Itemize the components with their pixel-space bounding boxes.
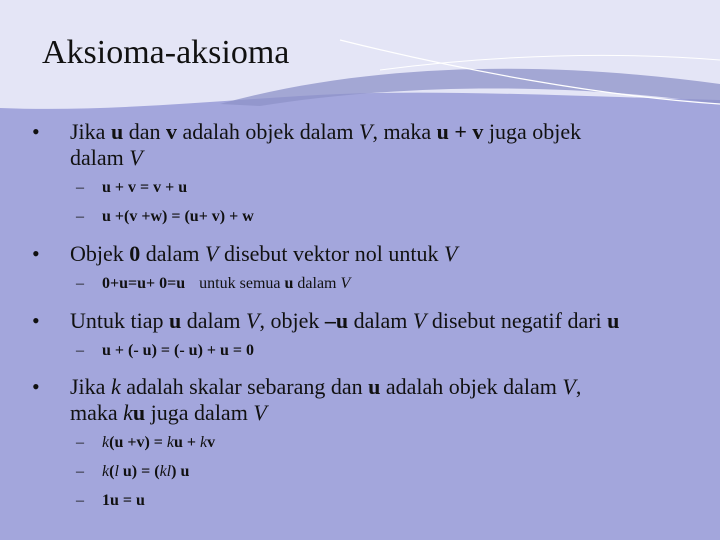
page-title: Aksioma-aksioma bbox=[42, 34, 290, 71]
bullet-4-text: Jika k adalah skalar sebarang dan u adalah objek dalam V, maka ku juga dalam V bbox=[70, 374, 582, 425]
bullet-1-sub-1: – u + v = v + u bbox=[76, 179, 188, 196]
bullet-4-sub-2: – k(l u) = (kl) u bbox=[76, 463, 190, 480]
bullet-2: • Objek 0 dalam V disebut vektor nol untuk V bbox=[32, 241, 692, 267]
bullet-3-sub: – u + (- u) = (- u) + u = 0 bbox=[76, 342, 255, 359]
bullet-2-text: Objek 0 dalam V disebut vektor nol untuk V bbox=[70, 241, 458, 266]
bullet-4: • Jika k adalah skalar sebarang dan u adalah objek dalam V, maka ku juga dalam V bbox=[32, 374, 692, 426]
bullet-4-sub-3: – 1u = u bbox=[76, 492, 145, 509]
bullet-1-sub-2: – u +(v +w) = (u+ v) + w bbox=[76, 208, 254, 225]
bullet-1-text: Jika u dan v adalah objek dalam V, maka u + v juga objek dalam V bbox=[70, 119, 582, 170]
bullet-2-sub: – 0+u=u+ 0=u untuk semua u dalam V bbox=[76, 275, 351, 292]
bullet-3: • Untuk tiap u dalam V, objek –u dalam V disebut negatif dari u bbox=[32, 308, 692, 334]
bullet-4-sub-1: – k(u +v) = ku + kv bbox=[76, 434, 216, 451]
bullet-3-text: Untuk tiap u dalam V, objek –u dalam V disebut negatif dari u bbox=[70, 308, 620, 333]
bullet-marker: • bbox=[32, 119, 40, 144]
bullet-1 bbox=[32, 119, 692, 171]
